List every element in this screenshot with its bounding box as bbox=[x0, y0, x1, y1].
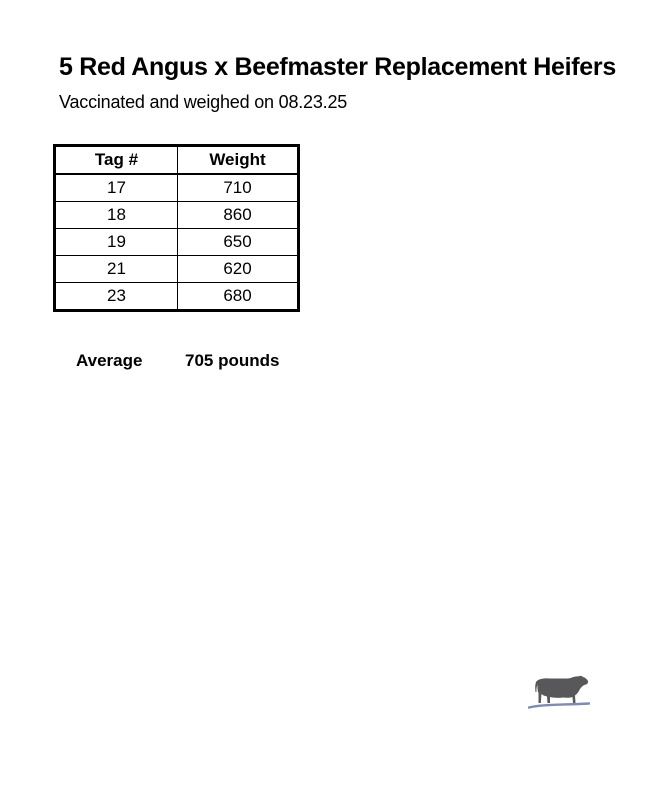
weight-cell: 860 bbox=[178, 202, 299, 229]
table-row bbox=[55, 174, 299, 202]
page-subtitle: Vaccinated and weighed on 08.23.25 bbox=[59, 92, 348, 112]
average-label: Average bbox=[76, 351, 143, 370]
cow-icon bbox=[528, 672, 590, 710]
table-row bbox=[55, 256, 299, 283]
weight-cell: 620 bbox=[178, 256, 299, 283]
table-row bbox=[55, 283, 299, 311]
tag-cell: 21 bbox=[55, 256, 178, 283]
cow-ground-line bbox=[529, 704, 589, 708]
cow-body-shape bbox=[535, 676, 588, 703]
table-header-row bbox=[55, 146, 299, 175]
page-title: 5 Red Angus x Beefmaster Replacement Heifers bbox=[59, 53, 616, 81]
tag-cell: 23 bbox=[55, 283, 178, 311]
tag-cell: 19 bbox=[55, 229, 178, 256]
weight-cell: 710 bbox=[178, 174, 299, 202]
column-header-weight: Weight bbox=[178, 146, 299, 175]
weight-cell: 680 bbox=[178, 283, 299, 311]
table-row bbox=[55, 229, 299, 256]
tag-cell: 17 bbox=[55, 174, 178, 202]
weight-cell: 650 bbox=[178, 229, 299, 256]
table-row bbox=[55, 202, 299, 229]
average-value: 705 pounds bbox=[185, 351, 280, 370]
weights-table bbox=[53, 144, 300, 312]
tag-cell: 18 bbox=[55, 202, 178, 229]
column-header-tag: Tag # bbox=[55, 146, 178, 175]
